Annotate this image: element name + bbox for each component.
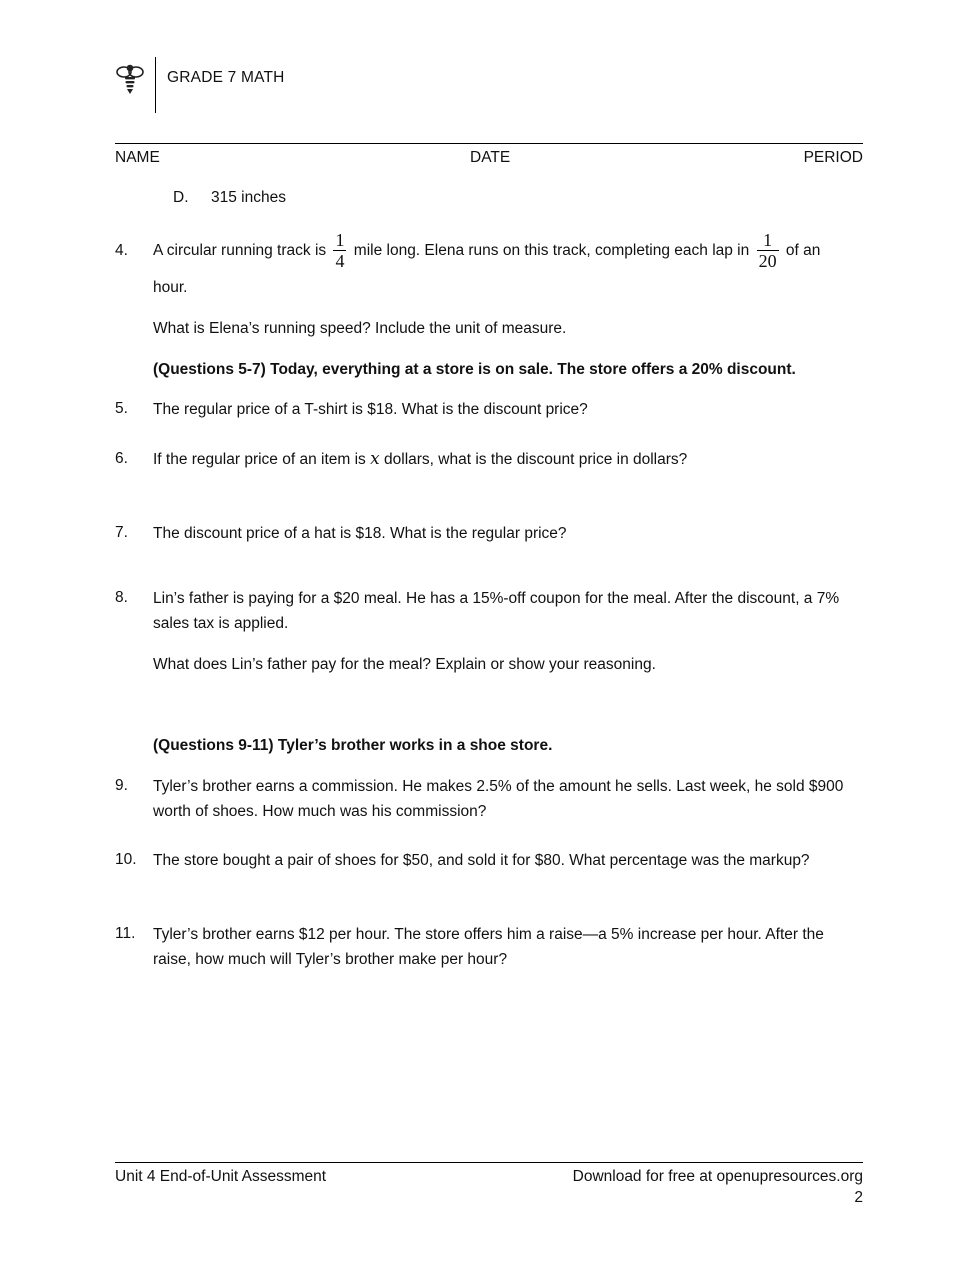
q6-pre: If the regular price of an item is: [153, 451, 366, 468]
period-label: PERIOD: [803, 149, 863, 166]
question-number: 7.: [115, 524, 128, 541]
question-9-text: Tyler’s brother earns a commission. He makes 2.5% of the amount he sells. Last week, he sold $900 worth of shoes. How much was his commission?: [153, 778, 844, 820]
page-number: 2: [854, 1189, 863, 1206]
page-title: GRADE 7 MATH: [167, 69, 285, 86]
q4-prompt: What is Elena’s running speed? Include the unit of measure.: [153, 320, 567, 337]
option-letter: D.: [173, 189, 189, 206]
question-10-text: The store bought a pair of shoes for $50, and sold it for $80. What percentage was the markup?: [153, 852, 810, 869]
question-8-text: Lin’s father is paying for a $20 meal. He has a 15%-off coupon for the meal. After the discount, a 7% sales tax is applied.: [153, 590, 840, 632]
question-number: 9.: [115, 777, 128, 794]
q4-mid: mile long. Elena runs on this track, completing each lap in: [353, 242, 750, 259]
q4-post: of an: [785, 242, 821, 259]
question-7-text: The discount price of a hat is $18. What is the regular price?: [153, 525, 567, 542]
question-6-text: [153, 447, 865, 472]
question-number: 4.: [115, 242, 128, 259]
option-text: 315 inches: [211, 189, 286, 206]
variable-x: x: [370, 449, 380, 469]
fraction-one-quarter: $\frac{1}{4}$: [335, 230, 345, 272]
bottom-rule: [115, 1162, 863, 1163]
q8-prompt: What does Lin’s father pay for the meal? Explain or show your reasoning.: [153, 656, 656, 673]
fraction-one-twentieth: $\frac{1}{20}$: [758, 230, 777, 272]
q6-post: dollars, what is the discount price in dollars?: [384, 451, 688, 468]
question-number: 8.: [115, 589, 128, 606]
question-4-text: [153, 229, 865, 273]
header-divider: [155, 57, 156, 113]
question-number: 6.: [115, 450, 128, 467]
question-5-text: The regular price of a T-shirt is $18. What is the discount price?: [153, 401, 588, 418]
top-rule: [115, 143, 863, 144]
footer-unit-label: Unit 4 End-of-Unit Assessment: [115, 1168, 327, 1185]
section-heading-9-11: (Questions 9-11) Tyler’s brother works in a shoe store.: [153, 737, 553, 754]
footer-download-text: Download for free at openupresources.org: [572, 1168, 863, 1185]
question-number: 10.: [115, 851, 137, 868]
question-number: 5.: [115, 400, 128, 417]
name-label: NAME: [115, 149, 160, 166]
bee-logo-icon: [114, 62, 146, 98]
question-11-text: Tyler’s brother earns $12 per hour. The store offers him a raise—a 5% increase per hour. After the raise, how much will Tyler’s brother make per hour?: [153, 926, 824, 968]
section-heading-5-7: (Questions 5-7) Today, everything at a store is on sale. The store offers a 20% discount.: [153, 361, 796, 378]
q4-line2: hour.: [153, 279, 188, 296]
date-label: DATE: [470, 149, 511, 166]
question-number: 11.: [115, 925, 136, 942]
q4-pre: A circular running track is: [153, 242, 327, 259]
